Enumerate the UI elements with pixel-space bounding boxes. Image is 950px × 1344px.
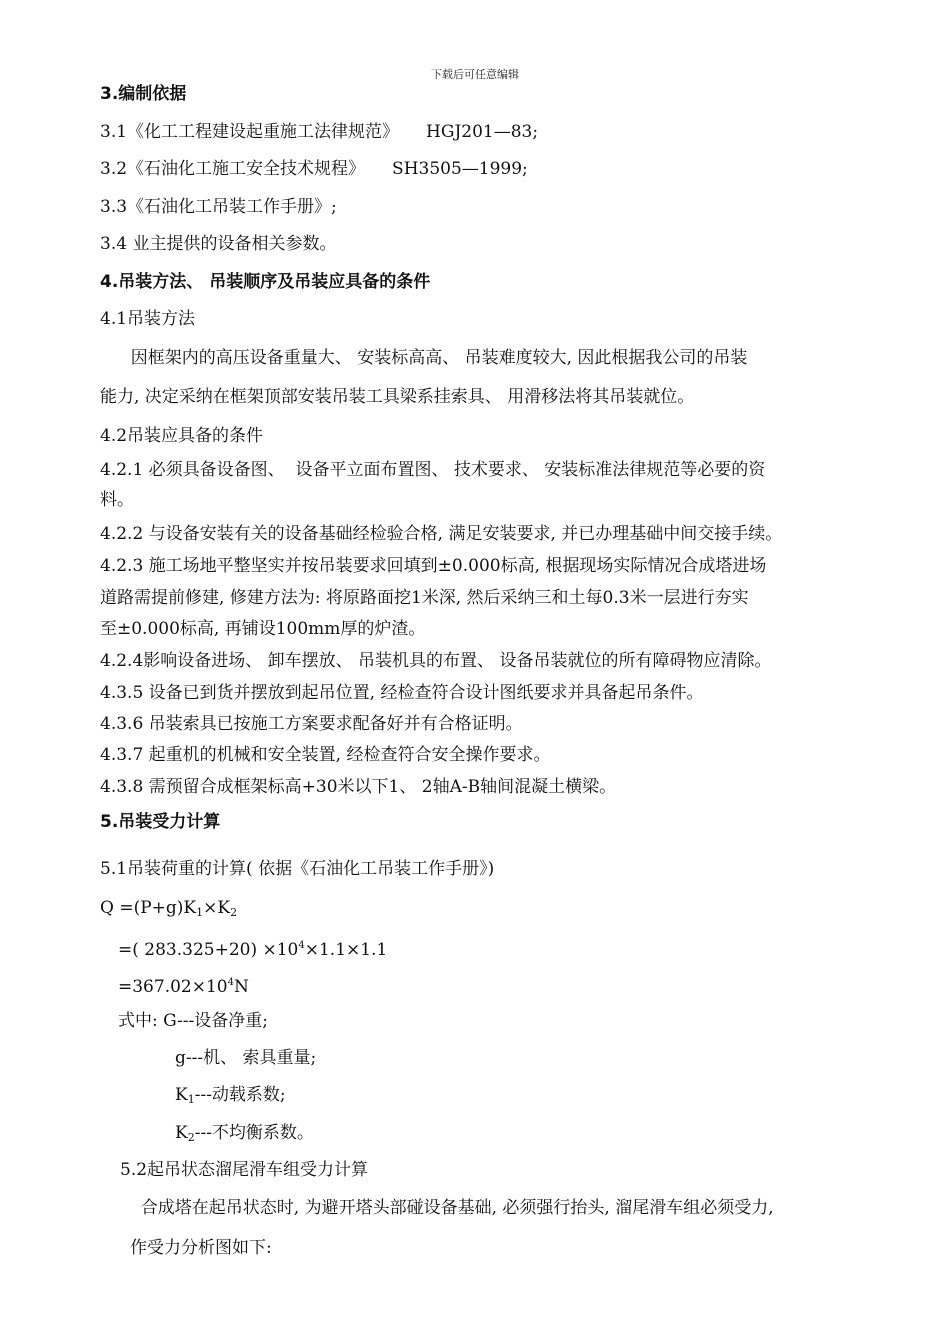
condition-line: 料。 — [100, 490, 134, 510]
condition-line: 至±0.000标高, 再铺设100mm厚的炉渣。 — [100, 619, 426, 639]
reference-item: 3.2《石油化工施工安全技术规程》 SH3505—1999; — [100, 159, 528, 179]
formula-line-2: =( $283.325+20) \times 10^4\times 1.1\times 1.1$ — [118, 940, 388, 960]
section-5-title: 5.吊装受力计算 — [100, 812, 221, 832]
condition-line: 4.2.3 施工场地平整坚实并按吊装要求回填到±0.000标高, 根据现场实际情况合成塔进场 — [100, 556, 767, 576]
where-item-k1: $K_1---$动载系数; — [175, 1085, 286, 1106]
subsection-4-1-title: 4.1吊装方法 — [100, 309, 196, 329]
paragraph-line: 合成塔在起吊状态时, 为避开塔头部碰设备基础, 必须强行抬头, 溜尾滑车组必须受力, — [130, 1198, 774, 1218]
condition-line: 4.2.2 与设备安装有关的设备基础经检验合格, 满足安装要求, 并已办理基础中间交接手续。 — [100, 524, 783, 544]
where-label: 式中: G---设备净重; — [118, 1011, 268, 1031]
paragraph-line: 因框架内的高压设备重量大、 安装标高高、 吊装难度较大, 因此根据我公司的吊装 — [120, 348, 748, 368]
condition-line: 4.3.6 吊装索具已按施工方案要求配备好并有合格证明。 — [100, 714, 523, 734]
where-item-k2: $K_2---$不均衡系数。 — [175, 1123, 314, 1144]
condition-line: 4.3.8 需预留合成框架标高+30米以下1、 2轴A-B轴间混凝土横梁。 — [100, 777, 617, 797]
reference-item: 3.1《化工工程建设起重施工法律规范》 HGJ201—83; — [100, 122, 539, 142]
condition-line: 4.2.4影响设备进场、 卸车摆放、 吊装机具的布置、 设备吊装就位的所有障碍物应清除。 — [100, 651, 772, 671]
subsection-4-2-title: 4.2吊装应具备的条件 — [100, 426, 264, 446]
condition-line: 4.3.7 起重机的机械和安全装置, 经检查符合安全操作要求。 — [100, 745, 551, 765]
subsection-5-1-title: 5.1吊装荷重的计算( 依据《石油化工吊装工作手册》) — [100, 859, 495, 879]
section-4-title: 4.吊装方法、 吊装顺序及吊装应具备的条件 — [100, 272, 431, 292]
where-item-g: g---机、 索具重量; — [175, 1048, 317, 1068]
reference-item: 3.3《石油化工吊装工作手册》; — [100, 197, 337, 217]
subsection-5-2-title: 5.2起吊状态溜尾滑车组受力计算 — [120, 1160, 369, 1180]
reference-item: 3.4 业主提供的设备相关参数。 — [100, 234, 337, 254]
page-header: 下载后可任意编辑 — [431, 68, 519, 81]
formula-line-1: $Q =(P+g)K_1\times K_2$ — [100, 898, 238, 919]
paragraph-line: 作受力分析图如下: — [130, 1238, 272, 1258]
condition-line: 4.2.1 必须具备设备图、 设备平立面布置图、 技术要求、 安装标准法律规范等必要的资 — [100, 460, 766, 480]
condition-line: 道路需提前修建, 修建方法为: 将原路面挖1米深, 然后采纳三和土每0.3米一层进行夯实 — [100, 588, 749, 608]
section-3-title: 3.编制依据 — [100, 84, 187, 104]
paragraph-line: 能力, 决定采纳在框架顶部安装吊装工具梁系挂索具、 用滑移法将其吊装就位。 — [100, 387, 695, 407]
formula-line-3: $=367.02\times 10^4N$ — [118, 977, 249, 997]
condition-line: 4.3.5 设备已到货并摆放到起吊位置, 经检查符合设计图纸要求并具备起吊条件。 — [100, 683, 704, 703]
